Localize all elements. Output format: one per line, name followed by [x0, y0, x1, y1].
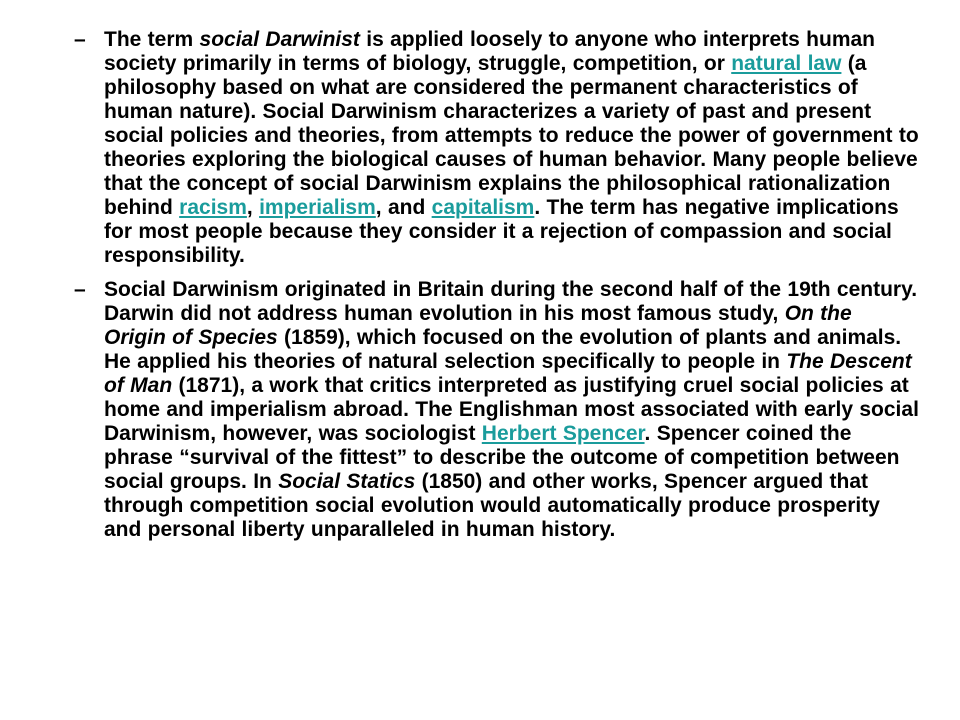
emphasis-descent-of-man: The Descent of Man [104, 350, 912, 397]
bullet-dash: – [74, 278, 86, 301]
emphasis-social-darwinist: social Darwinist [199, 28, 360, 51]
bullet-list [74, 28, 919, 552]
bullet-paragraph-2 [74, 278, 919, 542]
emphasis-social-statics: Social Statics [278, 470, 416, 493]
emphasis-origin-of-species: On the Origin of Species [104, 302, 852, 349]
link-natural-law[interactable]: natural law [731, 52, 842, 75]
link-racism[interactable]: racism [179, 196, 247, 219]
paragraph-text: The term social Darwinist is applied loosely to anyone who interprets human society primarily in terms of biology, struggle, competition, or natural law (a philosophy based on what are considered the permanent characteristics of human nature). Social Darwinism characterizes a variety of past and present social policies and theories, from attempts to reduce the power of government to theories exploring the biological causes of human behavior. Many people believe that the concept of social Darwinism explains the philosophical rationalization behind racism, imperialism, and capitalism. The term has negative implications for most people because they consider it a rejection of compassion and social responsibility. [104, 28, 919, 267]
bullet-dash: – [74, 28, 86, 51]
link-herbert-spencer[interactable]: Herbert Spencer [481, 422, 645, 445]
link-imperialism[interactable]: imperialism [259, 196, 376, 219]
bullet-paragraph-1 [74, 28, 919, 268]
link-capitalism[interactable]: capitalism [431, 196, 535, 219]
paragraph-text: Social Darwinism originated in Britain during the second half of the 19th century. Darwin did not address human evolution in his most famous study, On the Origin of Species (1859), which focused on the evolution of plants and animals. He applied his theories of natural selection specifically to people in The Descent of Man (1871), a work that critics interpreted as justifying cruel social policies at home and imperialism abroad. The Englishman most associated with early social Darwinism, however, was sociologist Herbert Spencer. Spencer coined the phrase “survival of the fittest” to describe the outcome of competition between social groups. In Social Statics (1850) and other works, Spencer argued that through competition social evolution would automatically produce prosperity and personal liberty unparalleled in human history. [104, 278, 919, 541]
